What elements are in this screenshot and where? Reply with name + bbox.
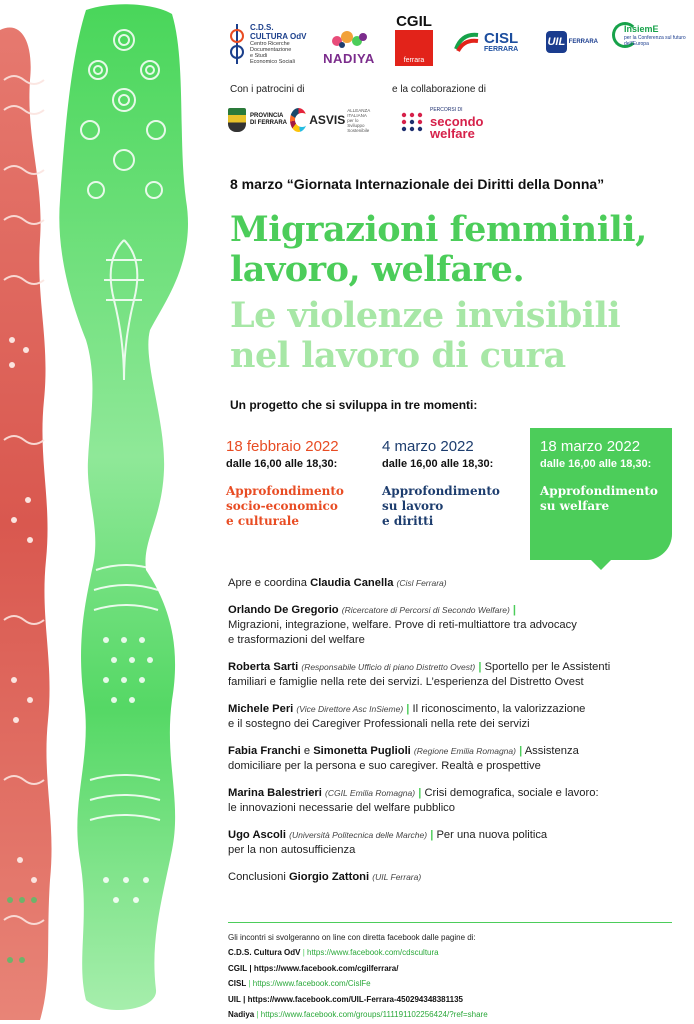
session-topic-line: Approfondimento	[382, 484, 500, 498]
speaker-and: e	[303, 745, 311, 757]
speaker-role: (Responsabile Ufficio di piano Distretto Ovest)	[301, 662, 476, 672]
session-topic-line: e culturale	[226, 514, 299, 528]
talk-title: Migrazioni, integrazione, welfare. Prove di reti-multiattore tra advocacy	[228, 619, 577, 631]
separator-bar: |	[406, 703, 410, 715]
cisl-flag-icon	[454, 31, 480, 53]
patronage-label: Con i patrocini di	[230, 84, 305, 95]
opening-prefix: Apre e coordina	[228, 577, 307, 589]
cisl-logo	[454, 24, 528, 60]
dots-grid-icon	[400, 111, 426, 133]
session-time: dalle 16,00 alle 18,30:	[382, 458, 494, 470]
cds-sub2: Documentazione	[250, 47, 292, 53]
cds-line2: CULTURA OdV	[250, 32, 307, 41]
provincia-ferrara-logo	[228, 100, 288, 140]
closing-prefix: Conclusioni	[228, 871, 286, 883]
talk-title: Assistenza	[524, 745, 579, 757]
speaker-name: Marina Balestrieri	[228, 787, 322, 799]
speaker-name: Giorgio Zattoni	[288, 871, 370, 883]
provincia-line1: PROVINCIA	[250, 113, 284, 119]
event-subheading: 8 marzo “Giornata Internazionale dei Diritti della Donna”	[230, 176, 605, 192]
cds-line1: C.D.S.	[250, 23, 274, 32]
speaker-name: Roberta Sarti	[228, 661, 299, 673]
shield-icon	[228, 108, 246, 132]
uil-logo	[546, 26, 598, 58]
title-line-3: Le violenze invisibili	[230, 295, 621, 336]
cgil-wordmark: CGIL	[396, 13, 432, 30]
cds-emblem-icon	[228, 22, 246, 66]
talk-title: Il riconoscimento, la valorizzazione	[412, 703, 586, 715]
speaker-role: (Università Politecnica delle Marche)	[289, 830, 428, 840]
session-time: dalle 16,00 alle 18,30:	[540, 458, 652, 470]
session-topic-line: su welfare	[540, 499, 610, 513]
speaker-role: (UIL Ferrara)	[372, 872, 422, 882]
facebook-link[interactable]: https://www.facebook.com/UIL-Ferrara-450294348381135	[247, 994, 463, 1004]
speaker-item	[228, 660, 680, 690]
footer-intro: Gli incontri si svolgeranno on line con diretta facebook dalle pagine di:	[228, 933, 476, 942]
project-intro: Un progetto che si sviluppa in tre momenti:	[230, 398, 478, 412]
separator-bar: |	[418, 787, 422, 799]
session-topic-line: Approfondimento	[226, 484, 344, 498]
footer-link-label: C.D.S. Cultura OdV	[228, 948, 301, 958]
title-line-4: nel lavoro di cura	[230, 335, 566, 376]
session-date: 4 marzo 2022	[382, 438, 474, 455]
cgil-sub: ferrara	[403, 57, 425, 64]
speaker-name: Claudia Canella	[310, 577, 394, 589]
separator-bar: |	[512, 604, 517, 616]
session-date: 18 febbraio 2022	[226, 438, 339, 455]
secondo-welfare-logo	[400, 104, 500, 140]
flower-icon	[329, 29, 369, 51]
cisl-wordmark: CISL	[484, 29, 519, 47]
secondo-line2: welfare	[430, 126, 475, 141]
footer-link-row: CGIL | https://www.facebook.com/cgilferrara/	[228, 963, 399, 973]
talk-title: e trasformazioni del welfare	[228, 634, 365, 646]
facebook-link[interactable]: https://www.facebook.com/CislFe	[252, 979, 371, 989]
uil-sub: FERRARA	[568, 39, 598, 45]
asvis-wordmark: ASVIS	[309, 113, 346, 127]
asvis-sub: ALLEANZA ITALIANA per lo Sviluppo Sostenibile	[347, 107, 370, 133]
session-topic-line: su lavoro	[382, 499, 444, 513]
talk-title: Per una nuova politica	[436, 829, 548, 841]
title-line-1: Migrazioni femminili,	[230, 209, 647, 250]
speaker-role: (Ricercatore di Percorsi di Secondo Welfare)	[341, 605, 510, 615]
session-topic-line: e diritti	[382, 514, 434, 528]
speaker-role: (CGIL Emilia Romagna)	[325, 788, 416, 798]
session-2	[382, 438, 522, 529]
asvis-logo	[290, 104, 370, 136]
talk-title: Crisi demografica, sociale e lavoro:	[424, 787, 599, 799]
footer-link-row: C.D.S. Cultura OdV | https://www.facebook.com/cdscultura	[228, 948, 439, 958]
separator-bar: |	[478, 661, 482, 673]
cgil-red-box	[395, 30, 433, 66]
secondo-line1: secondo	[430, 114, 484, 129]
secondo-small: PERCORSI DI	[430, 107, 463, 113]
cisl-sub: FERRARA	[484, 45, 519, 53]
insieme-wordmark: InsiemE	[624, 24, 659, 34]
uil-wordmark: UIL	[546, 31, 567, 53]
speaker-item	[228, 786, 680, 816]
session-3-highlight-box	[530, 428, 672, 560]
footer-link-label: CISL	[228, 979, 247, 989]
collaboration-label: e la collaborazione di	[392, 84, 486, 95]
speaker-item	[228, 828, 680, 858]
sdg-ring-icon	[290, 108, 307, 132]
talk-title: per la non autosufficienza	[228, 844, 356, 856]
talk-title: e il sostegno dei Caregiver Professionali nella rete dei servizi	[228, 718, 530, 730]
green-decorative-artwork	[46, 0, 216, 1024]
footer	[228, 930, 688, 1022]
speaker-name: Simonetta Puglioli	[313, 745, 411, 757]
footer-link-label: CGIL	[228, 963, 248, 973]
session-1	[226, 438, 376, 529]
talk-title: domiciliare per la persona e suo caregiver. Realtà e prospettive	[228, 760, 541, 772]
nadiya-wordmark: NADIYA	[323, 51, 375, 66]
footer-link-row: CISL | https://www.facebook.com/CislFe	[228, 979, 371, 989]
speaker-item	[228, 603, 680, 648]
talk-title: Sportello per le Assistenti	[484, 661, 611, 673]
title-line-2: lavoro, welfare.	[230, 249, 525, 290]
speaker-item	[228, 744, 680, 774]
footer-link-label: UIL	[228, 994, 241, 1004]
provincia-line2: DI FERRARA	[250, 120, 287, 126]
cds-cultura-logo	[228, 16, 308, 72]
speaker-name: Ugo Ascoli	[228, 829, 287, 841]
separator-bar: |	[430, 829, 434, 841]
speaker-name: Michele Peri	[228, 703, 294, 715]
insieme-logo	[612, 18, 690, 62]
session-topic-line: socio-economico	[226, 499, 338, 513]
speaker-item	[228, 702, 680, 732]
cds-sub3: e Studi	[250, 53, 268, 59]
footer-divider	[228, 922, 672, 923]
cgil-logo	[392, 14, 436, 68]
facebook-link[interactable]: https://www.facebook.com/groups/1111911022564​24/?ref=share	[260, 1010, 488, 1020]
footer-link-row: UIL | https://www.facebook.com/UIL-Ferrara-450294348381135	[228, 994, 463, 1004]
facebook-link[interactable]: https://www.facebook.com/cgilferrara/	[253, 963, 399, 973]
footer-link-label: Nadiya	[228, 1010, 255, 1020]
session-time: dalle 16,00 alle 18,30:	[226, 458, 338, 470]
facebook-link[interactable]: https://www.facebook.com/cdscultura	[307, 948, 439, 958]
speaker-role: (Regione Emilia Romagna)	[413, 746, 516, 756]
session-date: 18 marzo 2022	[540, 438, 641, 455]
cds-sub1: Centro Ricerche	[250, 41, 290, 47]
nadiya-logo	[316, 18, 382, 66]
speaker-name: Fabia Franchi	[228, 745, 301, 757]
talk-title: le innovazioni necessarie del welfare pubblico	[228, 802, 455, 814]
separator-bar: |	[519, 745, 523, 757]
session-topic-line: Approfondimento	[540, 484, 658, 498]
speakers-list	[228, 576, 680, 897]
speaker-closing	[228, 870, 680, 885]
speaker-role: (Cisl Ferrara)	[396, 578, 447, 588]
talk-title: familiari e famiglie nella rete dei servizi. L’esperienza del Distretto Ovest	[228, 676, 584, 688]
speaker-opening	[228, 576, 680, 591]
speaker-role: (Vice Direttore Asc InSieme)	[296, 704, 404, 714]
footer-link-row: Nadiya | https://www.facebook.com/groups/1111911022564​24/?ref=share	[228, 1010, 488, 1020]
speaker-name: Orlando De Gregorio	[228, 604, 339, 616]
insieme-sub: per la Conferenza sul futuro dell'Europa	[624, 35, 686, 47]
cds-sub4: Economico Sociali	[250, 59, 295, 65]
